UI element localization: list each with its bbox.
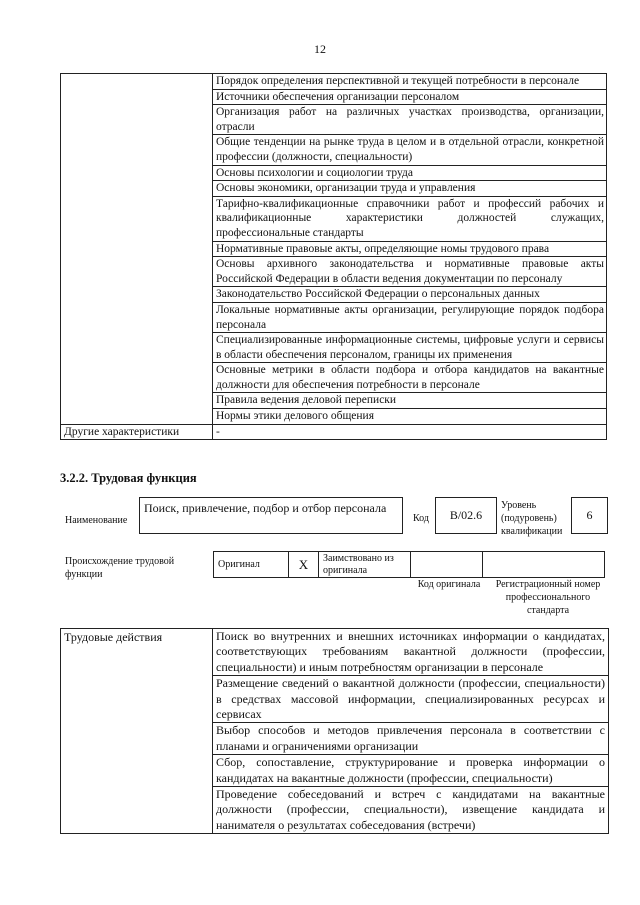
labor-action-item: Сбор, сопоставление, структурирование и проверка информации о кандидатах на вакантные должности (профессии, специальности) (213, 755, 609, 787)
original-label: Оригинал (214, 552, 289, 578)
knowledge-item: Нормы этики делового общения (213, 409, 607, 425)
borrowed-label: Заимствовано из оригинала (319, 552, 411, 578)
origin-table (213, 551, 605, 578)
knowledge-item: Основы архивного законодательства и нормативные правовые акты Российской Федерации в области ведения документации по персоналу (213, 257, 607, 287)
table-row (61, 424, 607, 440)
knowledge-item: Законодательство Российской Федерации о персональных данных (213, 287, 607, 303)
labor-action-item: Проведение собеседований и встреч с кандидатами на вакантные должности (профессии, специальности), извещение кандидата и нанимателя о результатах собеседования (встречи) (213, 787, 609, 834)
name-label: Наименование (65, 515, 128, 526)
level-label: Уровень (подуровень) квалификации (501, 500, 563, 537)
knowledge-item: Основы экономики, организации труда и управления (213, 181, 607, 197)
knowledge-item: Тарифно-квалификационные справочники работ и профессий рабочих и квалификационные характеристики должностей служащих, профессиональные стандарты (213, 196, 607, 241)
table-row (61, 629, 609, 676)
knowledge-item: Правила ведения деловой переписки (213, 393, 607, 409)
knowledge-item: Общие тенденции на рынке труда в целом и в отдельной отрасли, конкретной профессии (должности, специальности) (213, 135, 607, 165)
labor-actions-table (60, 628, 609, 834)
knowledge-label-cell (61, 74, 213, 425)
registration-number-cell (483, 552, 605, 578)
other-characteristics-label: Другие характеристики (61, 424, 213, 440)
origin-label: Происхождение трудовой функции (65, 556, 175, 580)
knowledge-item: Нормативные правовые акты, определяющие номы трудового права (213, 241, 607, 257)
original-mark: X (289, 552, 319, 578)
original-code-caption: Код оригинала (417, 579, 481, 590)
knowledge-item: Основы психологии и социологии труда (213, 165, 607, 181)
labor-action-item: Поиск во внутренних и внешних источниках информации о кандидатах, соответствующих требованиям вакантной должности (профессии, специальности) и иным потребностям организации в персонале (213, 629, 609, 676)
section-heading: 3.2.2. Трудовая функция (60, 471, 197, 485)
knowledge-item: Источники обеспечения организации персоналом (213, 89, 607, 105)
page-number: 12 (314, 42, 326, 56)
labor-action-item: Выбор способов и методов привлечения персонала в соответствии с планами и ограничениями организации (213, 723, 609, 755)
table-row (61, 74, 607, 90)
other-characteristics-value: - (213, 424, 607, 440)
function-code-box: B/02.6 (435, 497, 497, 534)
labor-actions-label: Трудовые действия (61, 629, 213, 834)
knowledge-item: Основные метрики в области подбора и отбора кандидатов на вакантные должности для обеспечения потребности в персонале (213, 363, 607, 393)
labor-action-item: Размещение сведений о вакантной должности (профессии, специальности) в средствах массовой информации, специализированных ресурсах и сервисах (213, 676, 609, 723)
knowledge-item: Локальные нормативные акты организации, регулирующие порядок подбора персонала (213, 302, 607, 332)
knowledge-item: Специализированные информационные системы, цифровые услуги и сервисы в области обеспечения персоналом, границы их применения (213, 333, 607, 363)
original-code-cell (411, 552, 483, 578)
knowledge-item: Организация работ на различных участках производства, организации, отрасли (213, 105, 607, 135)
knowledge-table (60, 73, 607, 440)
function-name-box: Поиск, привлечение, подбор и отбор персонала (139, 497, 403, 534)
knowledge-item: Порядок определения перспективной и текущей потребности в персонале (213, 74, 607, 90)
level-box: 6 (571, 497, 608, 534)
registration-number-caption: Регистрационный номер профессионального стандарта (495, 579, 601, 616)
code-label: Код (413, 513, 429, 524)
